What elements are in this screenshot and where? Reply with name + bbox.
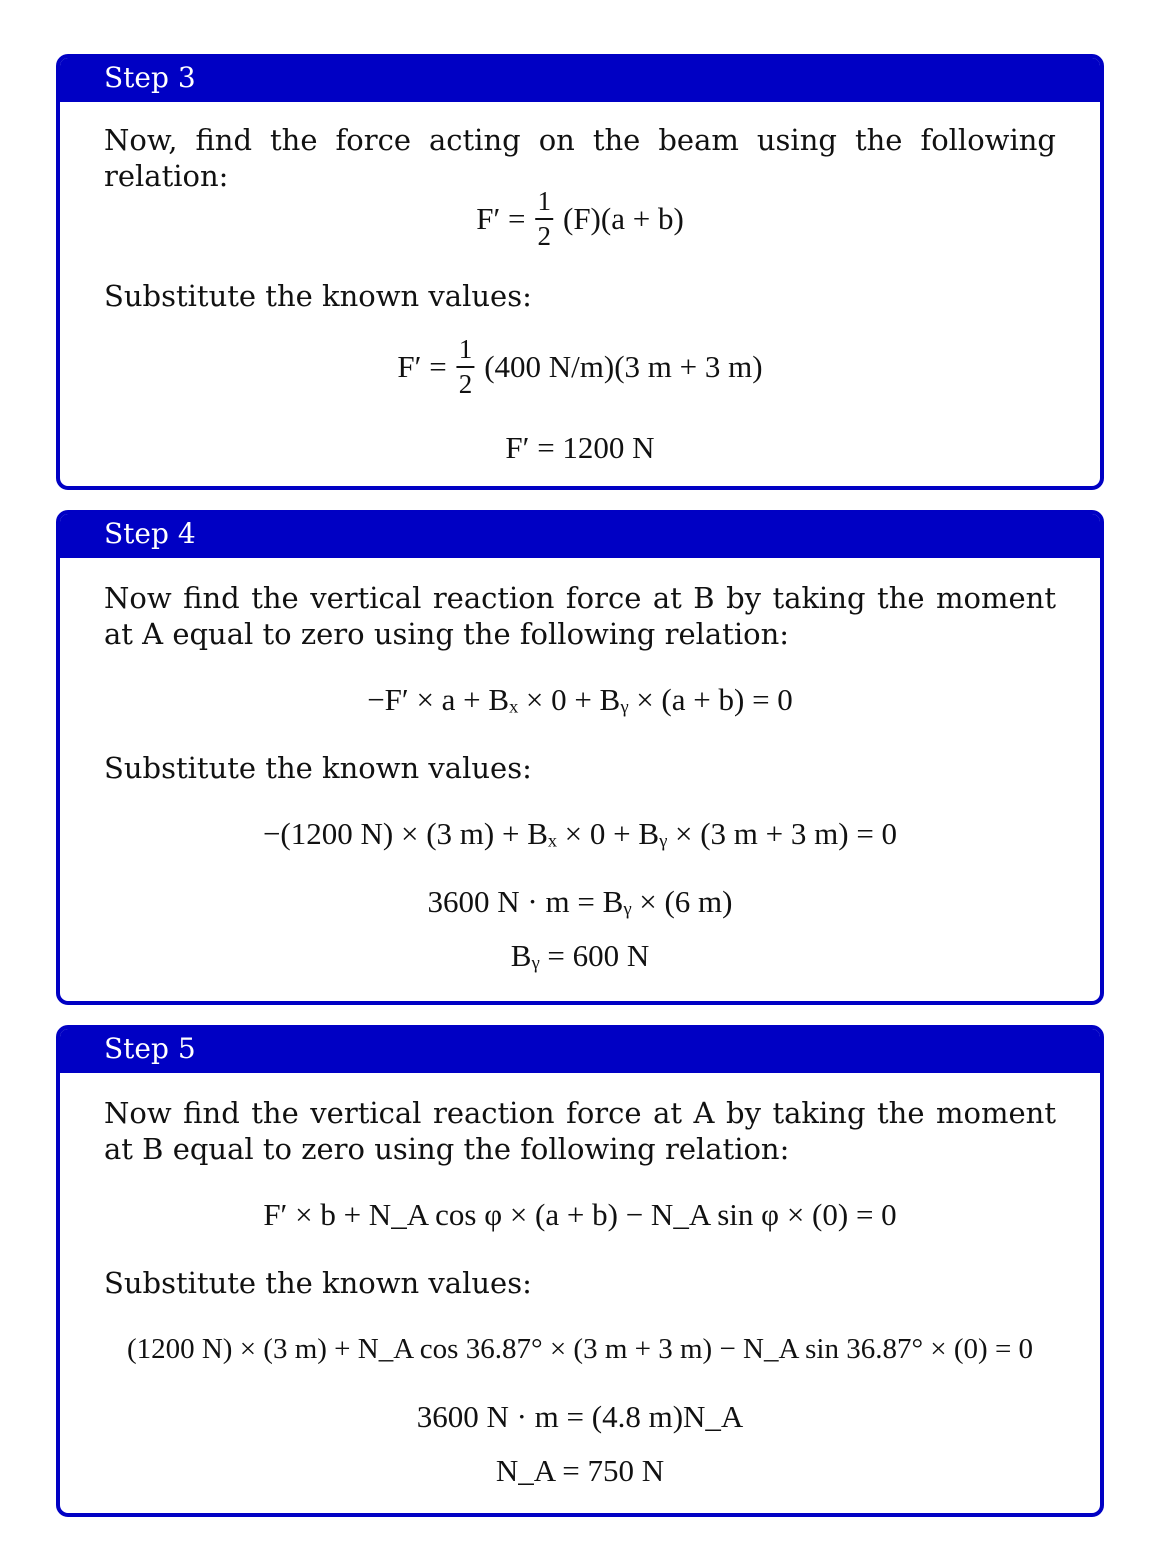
step-3-intro: Now, find the force acting on the beam using the following relation: [104, 123, 1056, 193]
step-5-substitute-label: Substitute the known values: [104, 1266, 532, 1300]
step-3-eq2-denominator: 2 [458, 369, 473, 399]
step-3-eq2-fraction [457, 336, 475, 398]
step-3-box [56, 54, 1104, 490]
step-4-substitute-label: Substitute the known values: [104, 751, 532, 785]
step-3-eq2-lhs: F′ = [397, 349, 447, 384]
step-4-intro: Now find the vertical reaction force at B by taking the moment at A equal to zero using the following relation: [104, 581, 1056, 651]
step-5-eq1-text: F′ × b + N_A cos φ × (a + b) − N_A sin φ × (0) = 0 [263, 1197, 897, 1232]
step-3-title: Step 3 [60, 54, 1100, 102]
step-3-substitute-label: Substitute the known values: [104, 279, 532, 313]
step-5-box [56, 1025, 1104, 1517]
step-4-box [56, 510, 1104, 1005]
step-3-eq2-rhs: (400 N/m)(3 m + 3 m) [484, 349, 763, 384]
step-4-eq2-text: −(1200 N) × (3 m) + Bₓ × 0 + Bᵧ × (3 m + 3 m) = 0 [262, 816, 898, 851]
step-4-title: Step 4 [60, 510, 1100, 558]
step-3-eq2-numerator: 1 [457, 336, 475, 368]
step-3-eq1-rhs: (F)(a + b) [562, 201, 684, 236]
step-3-eq1-denominator: 2 [537, 221, 551, 251]
step-3-equation-1 [60, 188, 1100, 258]
step-5-intro: Now find the vertical reaction force at A by taking the moment at B equal to zero using the following relation: [104, 1096, 1056, 1166]
step-3-eq1-fraction [535, 188, 553, 250]
step-3-equation-2 [60, 336, 1100, 406]
step-4-eq1-text: −F′ × a + Bₓ × 0 + Bᵧ × (a + b) = 0 [367, 682, 793, 717]
step-3-eq3-text: F′ = 1200 N [505, 430, 655, 465]
step-4-eq3-text: 3600 N · m = Bᵧ × (6 m) [427, 884, 733, 919]
step-5-title: Step 5 [60, 1025, 1100, 1073]
step-4-eq4-text: Bᵧ = 600 N [510, 938, 650, 973]
step-5-eq2-text: (1200 N) × (3 m) + N_A cos 36.87° × (3 m + 3 m) − N_A sin 36.87° × (0) = 0 [126, 1333, 1034, 1365]
step-3-eq1-numerator: 1 [535, 188, 553, 220]
step-3-eq1-lhs: F′ = [476, 201, 526, 236]
step-5-eq4-text: N_A = 750 N [495, 1453, 665, 1488]
step-5-eq3-text: 3600 N · m = (4.8 m)N_A [416, 1399, 744, 1434]
